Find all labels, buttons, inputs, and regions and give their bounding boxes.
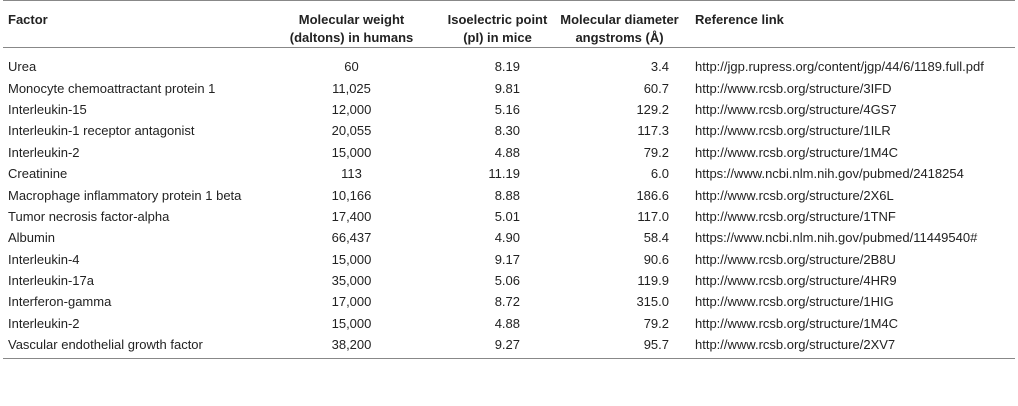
header-pi-line1: Isoelectric point — [447, 12, 548, 27]
table-row — [3, 313, 1015, 334]
table-row — [3, 142, 1015, 163]
cell-isoelectric-point: 8.88 — [494, 187, 520, 203]
table-row — [3, 184, 1015, 205]
cell-molecular-weight: 66,437 — [331, 230, 372, 246]
cell-factor: Interleukin-2 — [8, 315, 80, 331]
cell-reference-link[interactable]: http://www.rcsb.org/structure/1HIG — [695, 294, 894, 310]
cell-molecular-diameter: 117.0 — [637, 208, 669, 224]
cell-reference-link[interactable]: http://www.rcsb.org/structure/2XV7 — [681, 334, 1015, 359]
header-molecular-weight — [266, 1, 437, 48]
cell-molecular-weight: 10,166 — [331, 187, 372, 203]
cell-reference-link[interactable]: http://www.rcsb.org/structure/2B8U — [695, 251, 896, 267]
table-row — [3, 120, 1015, 141]
cell-molecular-diameter: 315.0 — [636, 294, 669, 310]
table-row — [3, 99, 1015, 120]
table-row — [3, 227, 1015, 248]
header-mw-line1: Molecular weight — [298, 12, 405, 27]
header-pi-line2: (pI) in mice — [463, 30, 532, 45]
table-row — [3, 163, 1015, 184]
cell-molecular-weight: 20,055 — [331, 123, 372, 139]
cell-molecular-diameter: 6.0 — [650, 166, 669, 182]
table-row — [3, 270, 1015, 291]
cell-molecular-diameter: 58.4 — [643, 230, 669, 246]
cell-factor: Monocyte chemoattractant protein 1 — [8, 80, 216, 96]
cell-reference-link[interactable]: https://www.ncbi.nlm.nih.gov/pubmed/11449540# — [695, 230, 978, 246]
cell-factor: Macrophage inflammatory protein 1 beta — [8, 187, 242, 203]
cell-molecular-weight: 12,000 — [331, 101, 372, 117]
header-factor — [3, 1, 266, 48]
cell-factor: Urea — [8, 59, 37, 75]
cell-molecular-diameter: 129.2 — [636, 101, 669, 117]
header-row — [3, 1, 1015, 48]
cell-reference-link[interactable]: http://www.rcsb.org/structure/4HR9 — [695, 273, 897, 289]
cell-factor: Vascular endothelial growth factor — [3, 334, 266, 359]
table-row — [3, 77, 1015, 98]
cell-factor: Interleukin-4 — [8, 251, 80, 267]
cell-reference-link[interactable]: http://www.rcsb.org/structure/1ILR — [695, 123, 891, 139]
table-body — [3, 48, 1015, 359]
cell-isoelectric-point: 9.81 — [494, 80, 520, 96]
cell-reference-link[interactable]: http://www.rcsb.org/structure/4GS7 — [695, 101, 897, 117]
cell-factor: Tumor necrosis factor-alpha — [8, 208, 170, 224]
cell-molecular-diameter: 119.9 — [637, 273, 669, 289]
cell-factor: Interferon-gamma — [8, 294, 112, 310]
table-row — [3, 48, 1015, 78]
cell-isoelectric-point: 5.16 — [494, 101, 520, 117]
cell-isoelectric-point: 4.88 — [494, 315, 520, 331]
cell-factor: Interleukin-15 — [8, 101, 87, 117]
cell-molecular-diameter: 95.7 — [558, 334, 681, 359]
factor-table-container — [3, 0, 1015, 359]
cell-reference-link[interactable]: http://www.rcsb.org/structure/2X6L — [695, 187, 894, 203]
cell-molecular-diameter: 186.6 — [636, 187, 669, 203]
header-ref-label: Reference link — [695, 12, 784, 27]
cell-isoelectric-point: 11.19 — [488, 166, 520, 182]
cell-molecular-diameter: 117.3 — [637, 123, 669, 139]
header-molecular-diameter — [558, 1, 681, 48]
cell-molecular-weight: 113 — [341, 166, 362, 182]
cell-molecular-diameter: 3.4 — [650, 59, 669, 75]
cell-isoelectric-point: 9.17 — [494, 251, 520, 267]
table-row — [3, 206, 1015, 227]
cell-reference-link[interactable]: http://www.rcsb.org/structure/3IFD — [695, 80, 892, 96]
header-isoelectric-point — [437, 1, 558, 48]
cell-molecular-diameter: 60.7 — [643, 80, 669, 96]
header-factor-label: Factor — [8, 12, 48, 27]
cell-molecular-weight: 15,000 — [331, 251, 372, 267]
cell-reference-link[interactable]: http://www.rcsb.org/structure/1M4C — [695, 144, 899, 160]
table-row — [3, 334, 1015, 359]
factor-table — [3, 0, 1015, 359]
cell-isoelectric-point: 9.27 — [437, 334, 558, 359]
cell-reference-link[interactable]: http://www.rcsb.org/structure/1TNF — [695, 208, 896, 224]
cell-reference-link[interactable]: http://www.rcsb.org/structure/1M4C — [695, 315, 899, 331]
cell-reference-link[interactable]: https://www.ncbi.nlm.nih.gov/pubmed/2418254 — [695, 166, 964, 182]
cell-molecular-weight: 35,000 — [331, 273, 372, 289]
cell-isoelectric-point: 5.01 — [494, 208, 520, 224]
cell-isoelectric-point: 4.90 — [494, 230, 520, 246]
cell-molecular-diameter: 79.2 — [643, 144, 669, 160]
cell-molecular-weight: 38,200 — [266, 334, 437, 359]
cell-factor: Interleukin-1 receptor antagonist — [8, 123, 195, 139]
cell-molecular-diameter: 90.6 — [643, 251, 669, 267]
cell-factor: Creatinine — [8, 166, 68, 182]
header-md-line2: angstroms (Å) — [575, 30, 664, 45]
cell-isoelectric-point: 8.72 — [494, 294, 520, 310]
cell-isoelectric-point: 4.88 — [494, 144, 520, 160]
cell-isoelectric-point: 5.06 — [494, 273, 520, 289]
cell-molecular-diameter: 79.2 — [643, 315, 669, 331]
cell-molecular-weight: 15,000 — [331, 315, 372, 331]
cell-isoelectric-point: 8.19 — [494, 59, 520, 75]
cell-molecular-weight: 60 — [344, 59, 359, 75]
cell-molecular-weight: 17,400 — [331, 208, 372, 224]
header-reference-link — [681, 1, 1015, 48]
cell-isoelectric-point: 8.30 — [494, 123, 520, 139]
cell-factor: Interleukin-2 — [8, 144, 80, 160]
cell-molecular-weight: 11,025 — [332, 80, 371, 96]
table-row — [3, 291, 1015, 312]
cell-molecular-weight: 17,000 — [331, 294, 372, 310]
cell-factor: Albumin — [8, 230, 55, 246]
header-mw-line2: (daltons) in humans — [289, 30, 414, 45]
table-header — [3, 1, 1015, 48]
header-md-line1: Molecular diameter — [560, 12, 679, 27]
cell-reference-link[interactable]: http://jgp.rupress.org/content/jgp/44/6/1189.full.pdf — [695, 59, 984, 75]
table-row — [3, 249, 1015, 270]
cell-factor: Interleukin-17a — [8, 273, 94, 289]
cell-molecular-weight: 15,000 — [331, 144, 372, 160]
